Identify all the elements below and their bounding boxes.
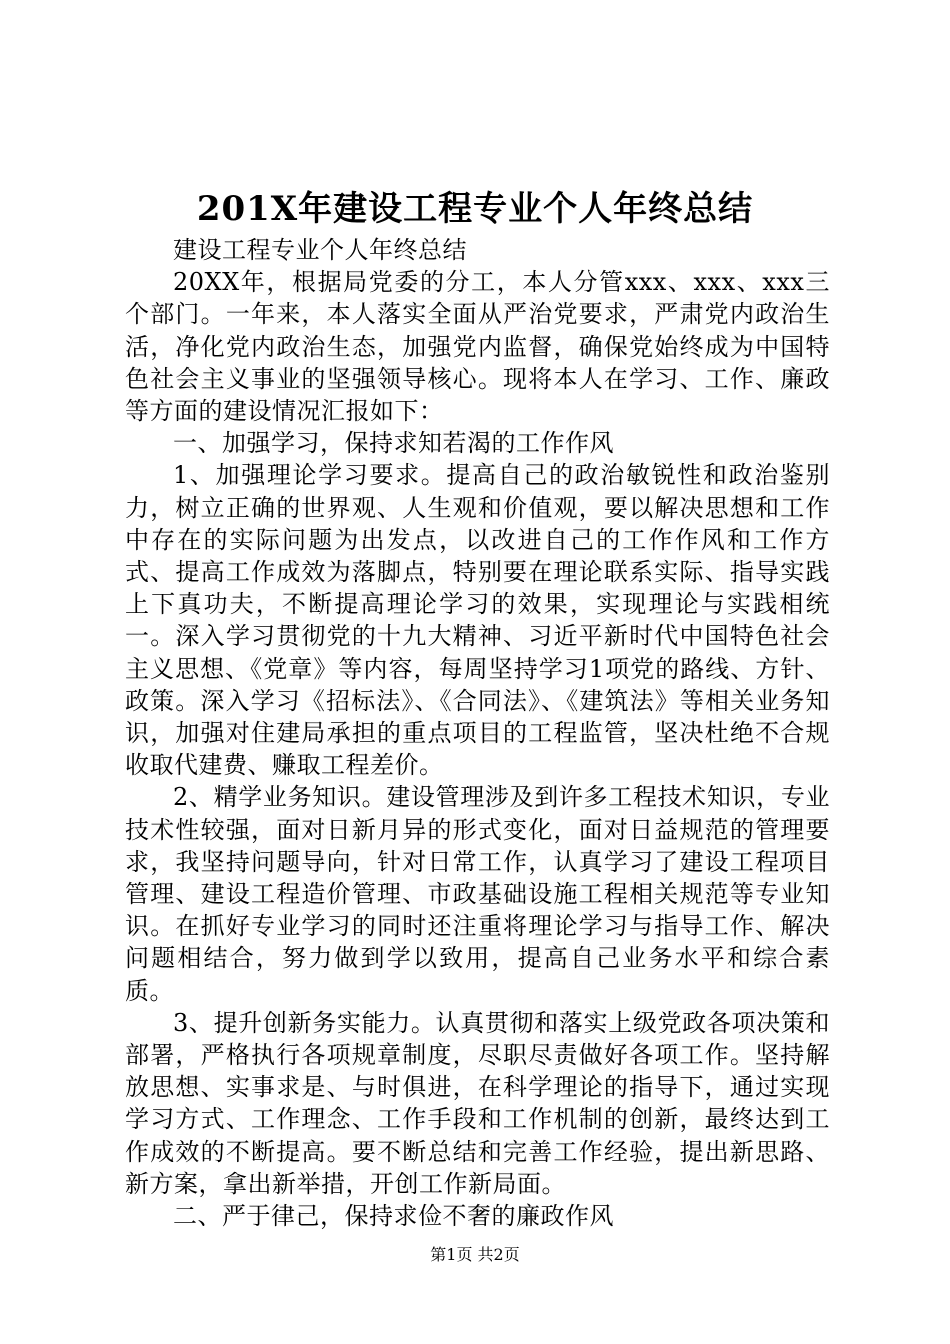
document-title: 201X年建设工程专业个人年终总结	[196, 189, 754, 229]
subtitle-paragraph: 建设工程专业个人年终总结	[173, 236, 467, 264]
document-body	[125, 234, 830, 1232]
body-paragraph-2: 2、精学业务知识。建设管理涉及到许多工程技术知识，专业技术性较强，面对日新月异的形式变化，面对日益规范的管理要求，我坚持问题导向，针对日常工作，认真学习了建设工程项目管理、建设工程造价管理、市政基础设施工程相关规范等专业知识。在抓好专业学习的同时还注重将理论学习与指导工作、解决问题相结合，努力做到学以致用，提高自己业务水平和综合素质。	[125, 783, 830, 1005]
intro-paragraph: 20XX年，根据局党委的分工，本人分管xxx、xxx、xxx三个部门。一年来，本人落实全面从严治党要求，严肃党内政治生活，净化党内政治生态，加强党内监督，确保党始终成为中国特色社会主义事业的坚强领导核心。现将本人在学习、工作、廉政等方面的建设情况汇报如下：	[125, 268, 830, 426]
section-heading-2: 二、严于律己，保持求俭不奢的廉政作风	[173, 1202, 614, 1231]
body-paragraph-3: 3、提升创新务实能力。认真贯彻和落实上级党政各项决策和部署，严格执行各项规章制度，尽职尽责做好各项工作。坚持解放思想、实事求是、与时俱进，在科学理论的指导下，通过实现学习方式、工作理念、工作手段和工作机制的创新，最终达到工作成效的不断提高。要不断总结和完善工作经验，提出新思路、新方案，拿出新举措，开创工作新局面。	[125, 1008, 830, 1198]
body-paragraph-1: 1、加强理论学习要求。提高自己的政治敏锐性和政治鉴别力，树立正确的世界观、人生观和价值观，要以解决思想和工作中存在的实际问题为出发点，以改进自己的工作作风和工作方式、提高工作成效为落脚点，特别要在理论联系实际、指导实践上下真功夫，不断提高理论学习的效果，实现理论与实践相统一。深入学习贯彻党的十九大精神、习近平新时代中国特色社会主义思想、《党章》等内容，每周坚持学习1项党的路线、方针、政策。深入学习《招标法》、《合同法》、《建筑法》等相关业务知识，加强对住建局承担的重点项目的工程监管，坚决杜绝不合规收取代建费、赚取工程差价。	[125, 461, 830, 780]
section-heading-1: 一、加强学习，保持求知若渴的工作作风	[173, 429, 614, 458]
page-number-footer: 第1页 共2页	[430, 1245, 520, 1264]
